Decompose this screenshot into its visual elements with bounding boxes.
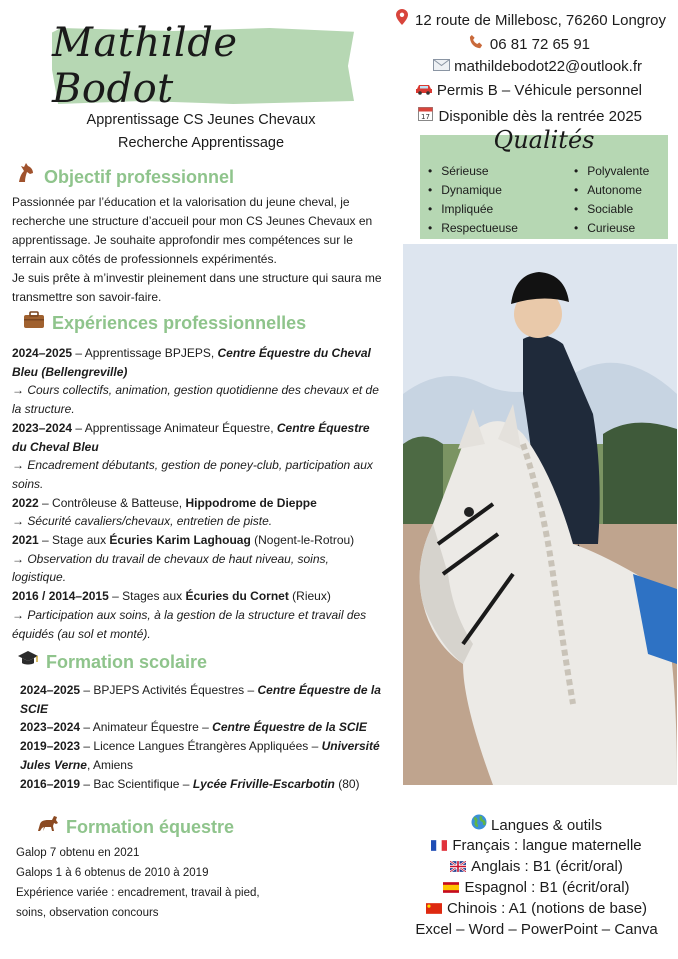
experience-detail: → Sécurité cavaliers/chevaux, entretien de piste. bbox=[12, 514, 273, 529]
education-years: 2019–2023 bbox=[20, 739, 81, 754]
experience-years: 2024–2025 bbox=[12, 346, 73, 360]
subtitle-line-1: Apprentissage CS Jeunes Chevaux bbox=[86, 112, 316, 128]
quality-item: • Respectueuse bbox=[428, 219, 518, 238]
languages-title: Langues & outils bbox=[395, 814, 678, 836]
spain-flag-icon bbox=[443, 882, 459, 893]
experience-place: Écuries du Cornet bbox=[185, 589, 289, 604]
contact-availability: 17 Disponible dès la rentrée 2025 bbox=[322, 106, 642, 125]
language-english: Anglais : B1 (écrit/oral) bbox=[395, 856, 678, 877]
experience-entry bbox=[12, 344, 384, 419]
education-list bbox=[20, 681, 385, 793]
experience-place: Centre Équestre du Cheval Bleu (Bellengreville) bbox=[12, 346, 371, 379]
experience-location: (Nogent-le-Rotrou) bbox=[250, 533, 355, 548]
experience-role: – Apprentissage BPJEPS, bbox=[72, 346, 218, 360]
education-program: – BPJEPS Activités Équestres – bbox=[80, 683, 258, 697]
education-entry bbox=[20, 775, 385, 794]
experience-section-title: Expériences professionnelles bbox=[22, 311, 306, 334]
education-location: , Amiens bbox=[86, 757, 133, 772]
experience-years: 2023–2024 bbox=[12, 420, 73, 435]
experience-years: 2016 / 2014–2015 bbox=[12, 589, 109, 604]
quality-item: • Polyvalente bbox=[574, 162, 649, 181]
svg-text:17: 17 bbox=[421, 113, 430, 121]
education-years: 2024–2025 bbox=[20, 683, 81, 697]
horse-head-icon bbox=[14, 161, 38, 188]
quality-item: • Sociable bbox=[574, 200, 649, 219]
car-icon bbox=[415, 82, 433, 98]
china-flag-icon bbox=[426, 903, 442, 914]
education-institution: Centre Équestre de la SCIE bbox=[212, 720, 367, 735]
quality-item: • Sérieuse bbox=[428, 162, 518, 181]
calendar-icon bbox=[417, 106, 435, 124]
experience-entry-heading bbox=[12, 344, 384, 381]
contact-email: mathildebodot22@outlook.fr bbox=[322, 58, 642, 75]
quality-item: • Curieuse bbox=[574, 219, 649, 238]
graduation-cap-icon bbox=[16, 650, 40, 673]
experience-detail: → Cours collectifs, animation, gestion quotidienne des chevaux et de la structure. bbox=[12, 383, 379, 417]
education-entry bbox=[20, 737, 385, 774]
equestrian-section-title: Formation équestre bbox=[36, 813, 234, 838]
france-flag-icon bbox=[431, 840, 447, 851]
candidate-name: Mathilde Bodot bbox=[52, 20, 238, 112]
experience-years: 2021 bbox=[12, 533, 39, 548]
education-institution: Centre Équestre de la SCIE bbox=[20, 683, 381, 716]
photo-illustration bbox=[403, 244, 677, 785]
qualities-left-list bbox=[428, 162, 518, 238]
experience-role: – Stage aux bbox=[38, 533, 110, 548]
education-program: – Animateur Équestre – bbox=[80, 720, 213, 735]
language-french: Français : langue maternelle bbox=[395, 835, 678, 856]
education-program: – Bac Scientifique – bbox=[80, 776, 193, 791]
experience-entry-heading bbox=[12, 419, 384, 456]
objective-text: Passionnée par l’éducation et la valorisation du jeune cheval, je recherche une structure d’accueil pour mon CS Jeunes Chevaux en apprentissage. Je souhaite approfondir mes compétences sur le terrain aux côtés de professionnels expérimentés. Je suis prête à m’investir pleinement dans une structure qui saura me transmettre son savoir-faire. bbox=[12, 195, 382, 304]
experience-years: 2022 bbox=[12, 495, 39, 510]
experience-location: (Rieux) bbox=[288, 589, 331, 604]
experience-detail: → Encadrement débutants, gestion de poney-club, participation aux soins. bbox=[12, 458, 373, 491]
experience-place: Écuries Karim Laghouag bbox=[109, 533, 251, 548]
education-years: 2016–2019 bbox=[20, 776, 81, 791]
quality-item: • Autonome bbox=[574, 181, 649, 200]
experience-entry-heading bbox=[12, 494, 384, 513]
horse-icon bbox=[36, 813, 60, 838]
experience-role: – Apprentissage Animateur Équestre, bbox=[72, 420, 277, 435]
experience-entry bbox=[12, 419, 384, 494]
equestrian-line: Galops 1 à 6 obtenus de 2010 à 2019 bbox=[16, 867, 209, 879]
tools-list: Excel – Word – PowerPoint – Canva bbox=[415, 921, 658, 938]
quality-item: • Impliquée bbox=[428, 200, 518, 219]
experience-entry bbox=[12, 531, 384, 587]
language-chinese: Chinois : A1 (notions de base) bbox=[395, 898, 678, 919]
experience-entry bbox=[12, 587, 384, 643]
contact-license: Permis B – Véhicule personnel bbox=[322, 82, 642, 99]
education-institution: Université Jules Verne bbox=[20, 739, 380, 772]
experience-role: – Stages aux bbox=[108, 589, 186, 604]
location-pin-icon bbox=[393, 9, 411, 28]
envelope-icon bbox=[432, 58, 450, 74]
experience-entry-heading bbox=[12, 587, 384, 606]
education-section-title: Formation scolaire bbox=[16, 650, 207, 673]
equestrian-line: Galop 7 obtenu en 2021 bbox=[16, 847, 140, 859]
language-spanish: Espagnol : B1 (écrit/oral) bbox=[395, 877, 678, 898]
equestrian-line: soins, observation concours bbox=[16, 907, 159, 919]
education-entry bbox=[20, 718, 385, 737]
experience-list bbox=[12, 344, 384, 643]
equestrian-details bbox=[16, 843, 316, 923]
subtitle-line-2: Recherche Apprentissage bbox=[117, 135, 285, 151]
phone-icon bbox=[468, 34, 486, 52]
qualities-right-list bbox=[574, 162, 649, 238]
contact-phone: 06 81 72 65 91 bbox=[270, 34, 590, 53]
qualities-title: Qualités bbox=[493, 126, 595, 154]
contact-address: 12 route de Millebosc, 76260 Longroy bbox=[346, 9, 666, 29]
briefcase-icon bbox=[22, 311, 46, 334]
experience-detail: → Participation aux soins, à la gestion de la structure et travail des équidés (au sol et monté). bbox=[12, 607, 367, 641]
equestrian-line: Expérience variée : encadrement, travail à pied, bbox=[16, 887, 260, 899]
uk-flag-icon bbox=[450, 861, 466, 872]
experience-role: – Contrôleuse & Batteuse, bbox=[38, 495, 186, 510]
experience-entry-heading bbox=[12, 531, 384, 550]
quality-item: • Dynamique bbox=[428, 181, 518, 200]
globe-icon bbox=[471, 814, 487, 836]
education-years: 2023–2024 bbox=[20, 720, 81, 735]
profile-photo-rider-on-horse bbox=[403, 244, 677, 785]
education-location: (80) bbox=[334, 776, 360, 791]
education-program: – Licence Langues Étrangères Appliquées – bbox=[80, 739, 322, 754]
education-institution: Lycée Friville-Escarbotin bbox=[192, 776, 335, 791]
experience-entry bbox=[12, 494, 384, 531]
experience-place: Hippodrome de Dieppe bbox=[185, 495, 317, 510]
experience-place: Centre Équestre du Cheval Bleu bbox=[12, 420, 370, 454]
education-entry bbox=[20, 681, 385, 718]
experience-detail: → Observation du travail de chevaux de haut niveau, soins, logistique. bbox=[12, 551, 329, 585]
objective-section-title: Objectif professionnel bbox=[14, 161, 234, 188]
